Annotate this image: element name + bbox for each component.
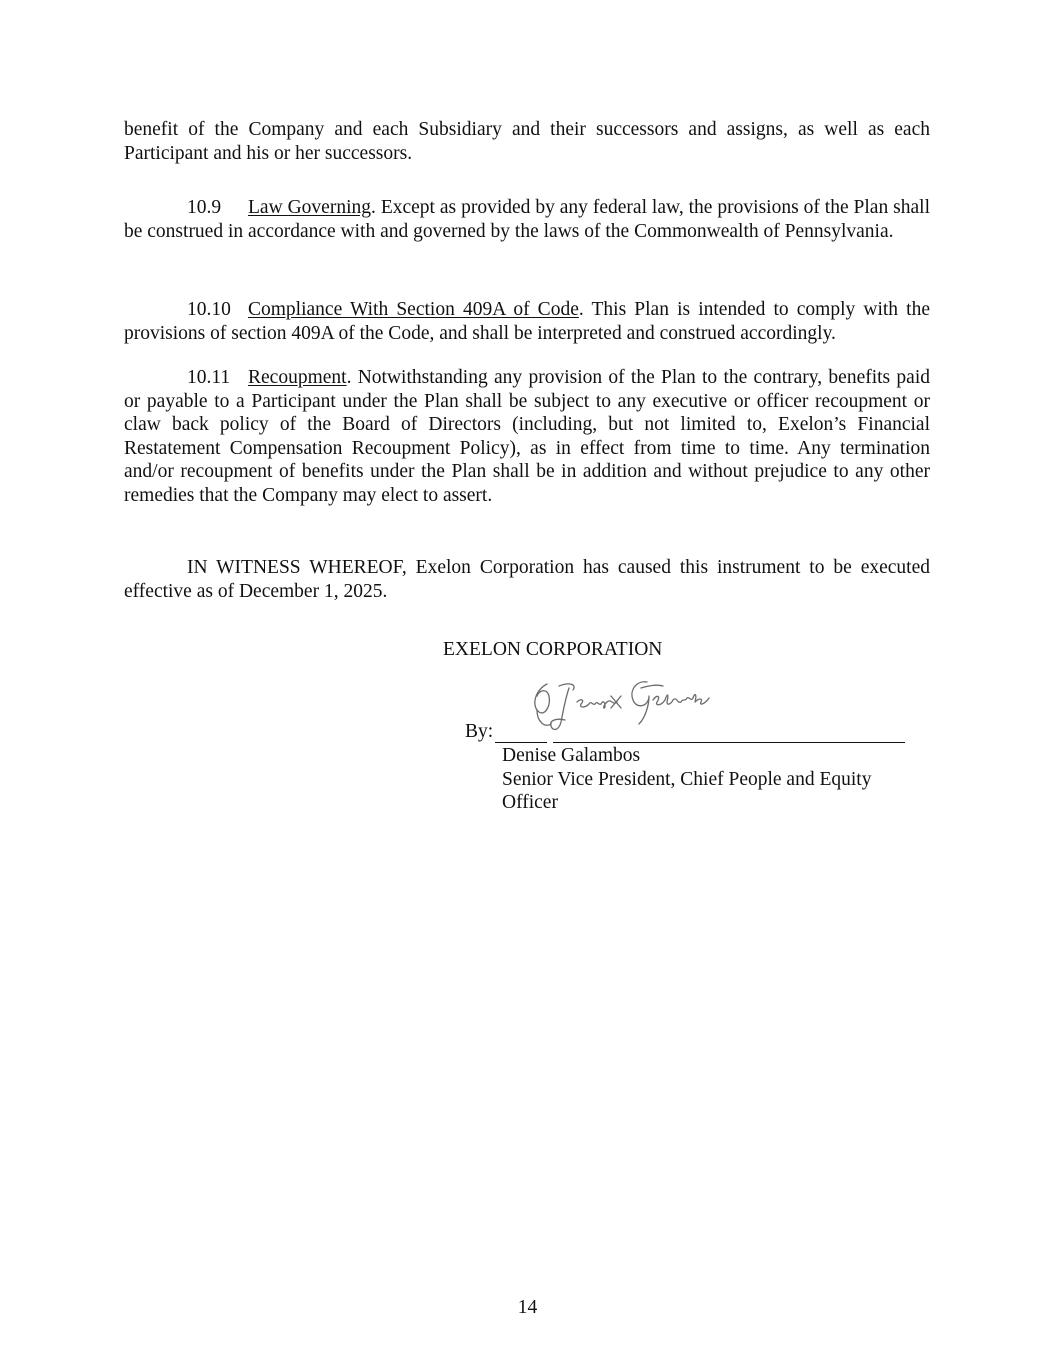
section-10-9 bbox=[124, 196, 930, 243]
signer-title-line1: Senior Vice President, Chief People and Equity bbox=[502, 768, 872, 790]
section-body: . This Plan is intended to comply with the provisions of section 409A of the Code, and shall be interpreted and construed accordingly. bbox=[124, 299, 930, 344]
section-heading: Law Governing bbox=[248, 197, 371, 218]
witness-clause: IN WITNESS WHEREOF, Exelon Corporation has caused this instrument to be executed effective as of December 1, 2025. bbox=[124, 557, 930, 602]
section-10-11 bbox=[124, 366, 930, 507]
signer-title-line2: Officer bbox=[502, 792, 558, 813]
section-number: 10.9 bbox=[187, 197, 222, 218]
section-number: 10.10 bbox=[187, 299, 231, 320]
section-body: . Notwithstanding any provision of the Plan to the contrary, benefits paid or payable to a Participant under the Plan shall be subject to any executive or officer recoupment or claw back policy of the Board of Directors (including, but not limited to, Exelon’s Financial Restatement Compensation Recoupment Policy), as in effect from time to time. Any termination and/or recoupment of benefits under the Plan shall be in addition and without prejudice to any other remedies that the Company may elect to assert. bbox=[124, 367, 930, 506]
section-body: . Except as provided by any federal law, the provisions of the Plan shall be construed in accordance with and governed by the laws of the Commonwealth of Pennsylvania. bbox=[124, 197, 930, 242]
handwritten-signature bbox=[525, 676, 715, 736]
by-label: By: bbox=[465, 721, 494, 742]
signer-name: Denise Galambos bbox=[502, 745, 641, 766]
signature-line-short bbox=[495, 742, 547, 743]
signature-line bbox=[553, 742, 905, 743]
section-heading: Recoupment bbox=[248, 367, 347, 388]
page-number: 14 bbox=[517, 1297, 538, 1318]
paragraph-continuation: benefit of the Company and each Subsidiary and their successors and assigns, as well as each Participant and his or her successors. bbox=[124, 119, 930, 164]
section-10-10 bbox=[124, 298, 930, 345]
company-name: EXELON CORPORATION bbox=[443, 639, 663, 660]
signer-info bbox=[502, 744, 922, 815]
section-number: 10.11 bbox=[187, 367, 231, 388]
section-heading: Compliance With Section 409A of Code bbox=[248, 299, 579, 320]
